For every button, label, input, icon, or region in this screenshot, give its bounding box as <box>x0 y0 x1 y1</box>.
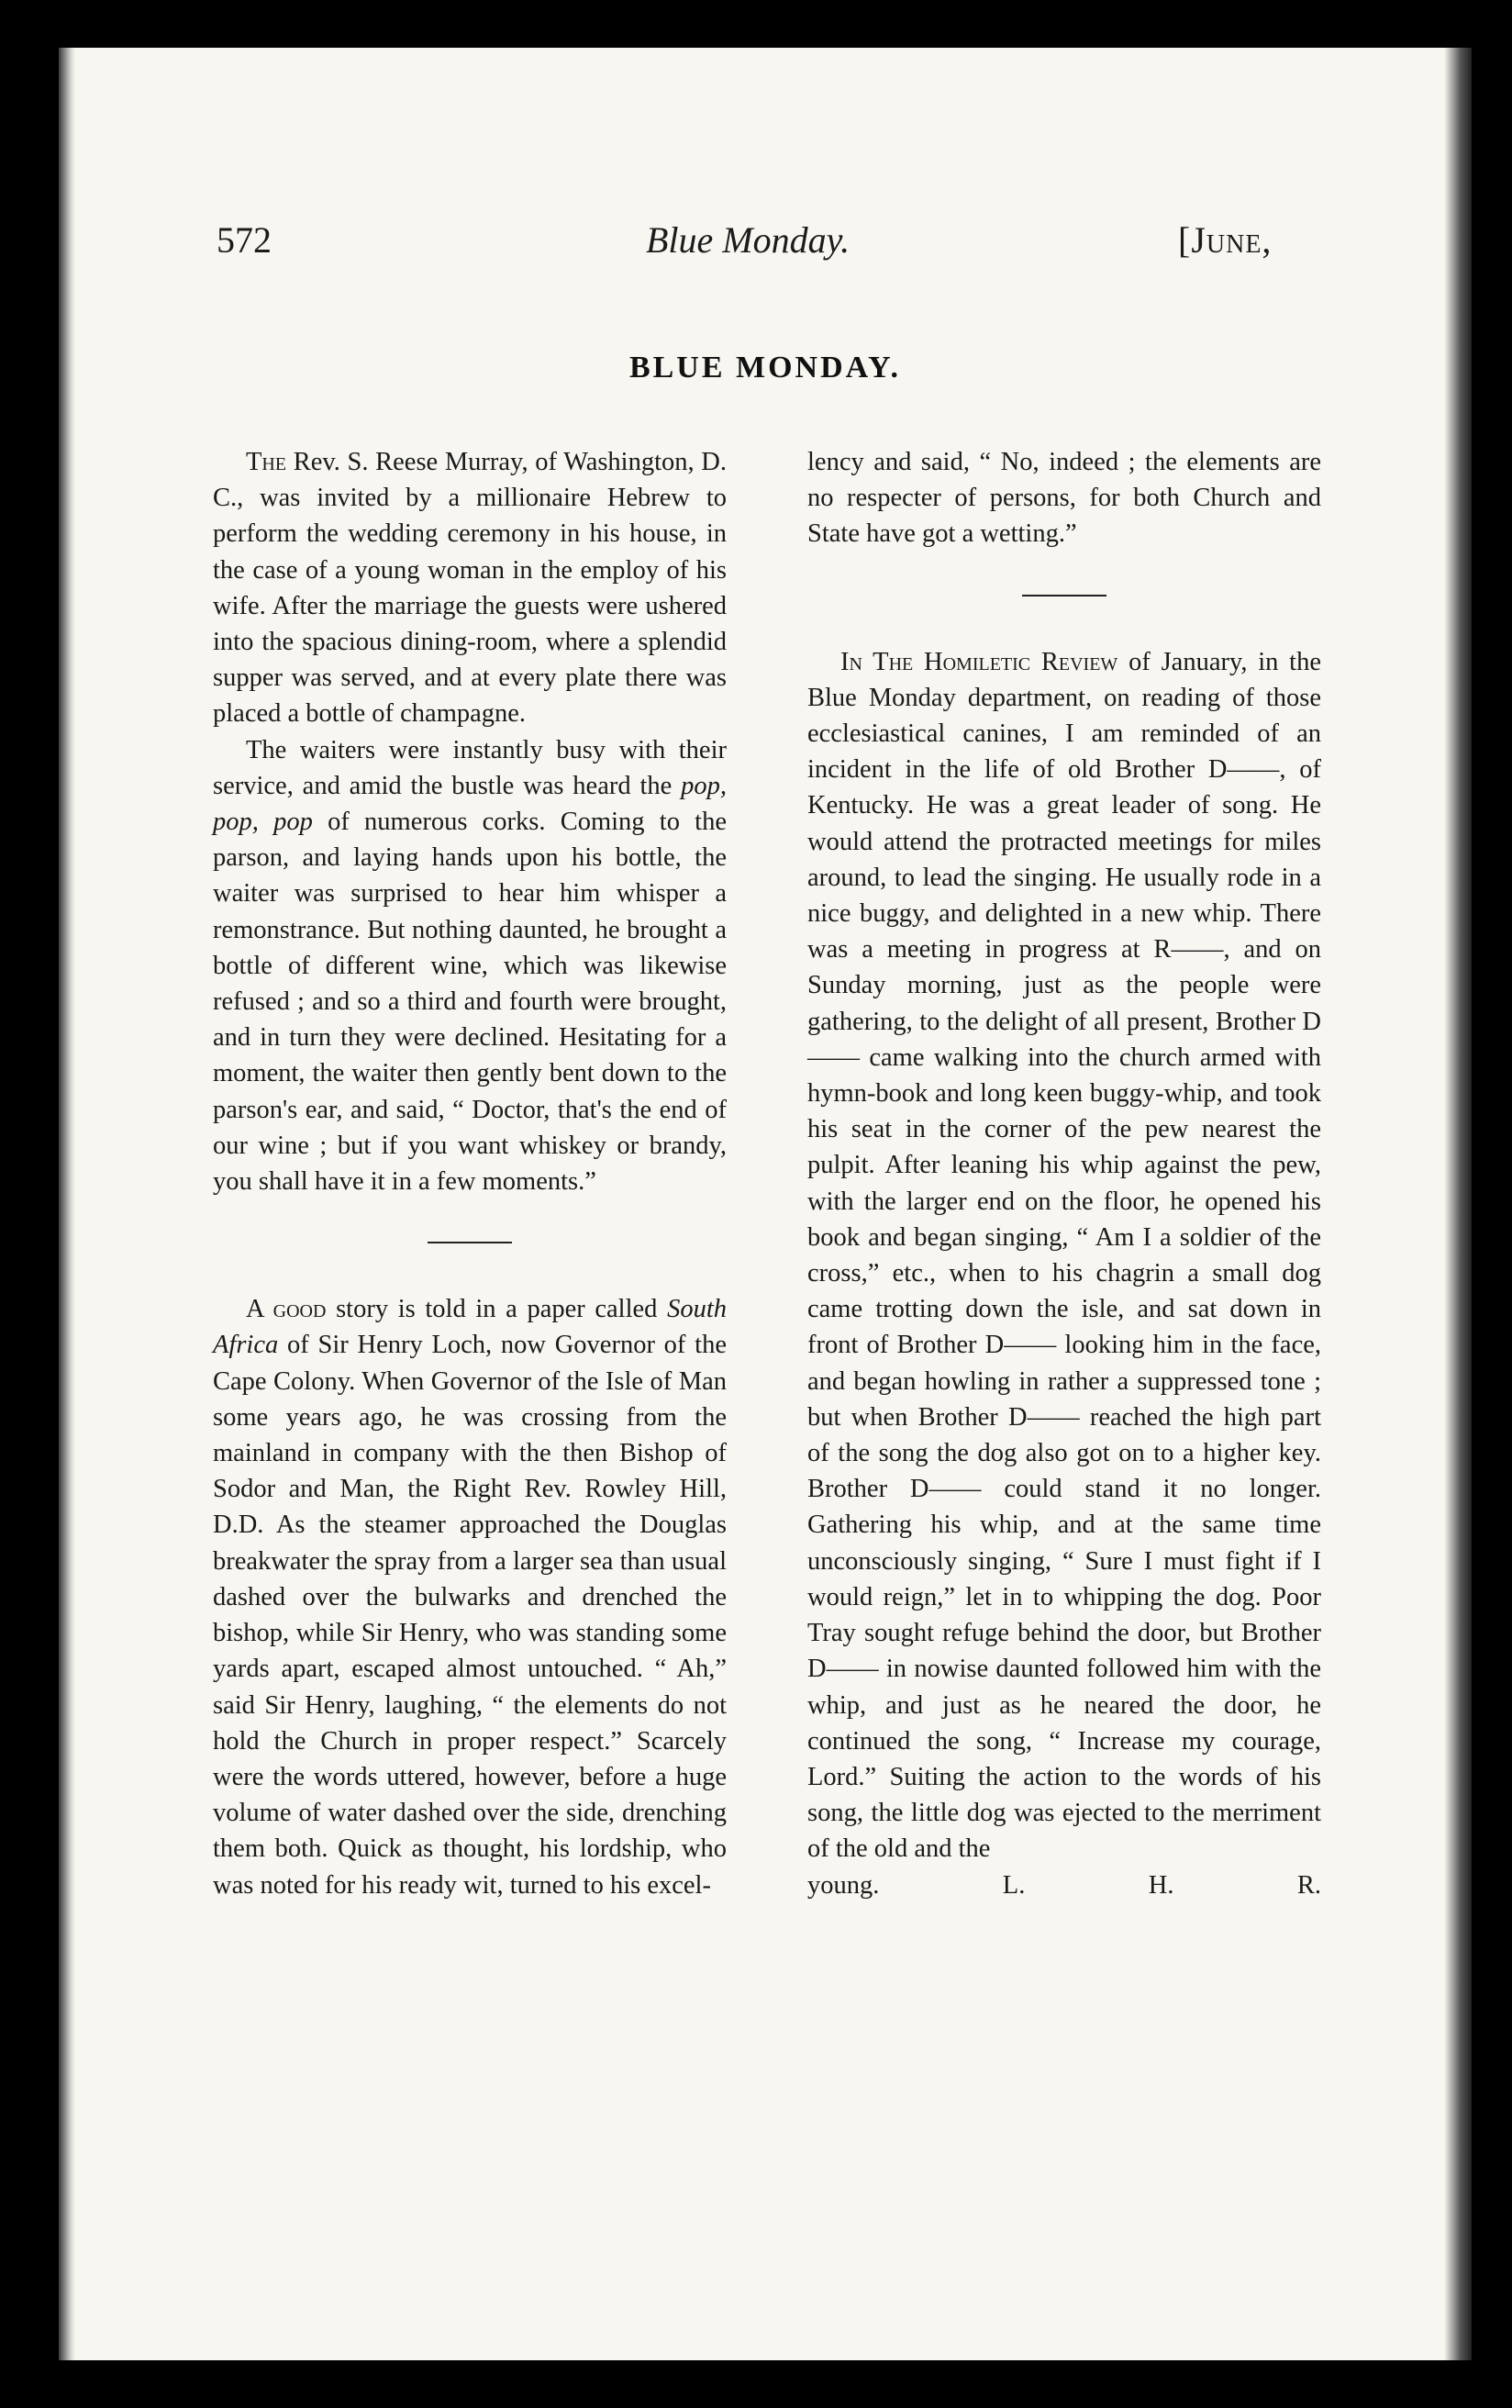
page-gutter-shadow <box>59 48 75 2360</box>
story3-signature: L. H. R. <box>1002 1870 1322 1900</box>
section-divider <box>1022 595 1106 596</box>
article-title: BLUE MONDAY. <box>628 351 902 385</box>
book-page <box>59 48 1472 2360</box>
story1-paragraph1 <box>213 444 727 732</box>
story1-paragraph2 <box>213 732 727 1200</box>
running-head <box>59 218 1472 273</box>
story3-text1: of January, in the Blue Monday department, on reading of those ecclesiastical canines, I am reminded of an incident in the life of old Brother D——, of Kentucky. He was a great leader of song. He would attend the protracted meetings for miles around, to lead the singing. He usually rode in a nice buggy, and delighted in a new whip. There was a meeting in progress at R——, and on Sunday morning, just as the people were gathering, to the delight of all present, Brother D—— came walking into the church armed with hymn-book and long keen buggy-whip, and took his seat in the corner of the pew nearest the pulpit. After leaning his whip against the pew, with the larger end on the floor, he opened his book and began singing, “ Am I a soldier of the cross,” etc., when to his chagrin a small dog came trotting down the isle, and sat down in front of Brother D—— looking him in the face, and began howling in rather a suppressed tone ; but when Brother D—— reached the high part of the song the dog also got on to a higher key. Brother D—— could stand it no longer. Gathering his whip, and at the same time unconsciously singing, “ Sure I must fight if I would reign,” let in to whipping the dog. Poor Tray sought refuge behind the door, but Brother D—— in nowise daunted followed him with the whip, and just as he neared the door, he continued the song, “ Increase my courage, Lord.” Suiting the action to the words of his song, the little dog was ejected to the merriment of the old and the <box>807 647 1322 1864</box>
page-edge-shadow <box>1444 48 1472 2360</box>
running-month: [June, <box>1178 219 1273 261</box>
story2-text1a: story is told in a paper called <box>326 1295 668 1324</box>
running-title: Blue Monday. <box>646 219 850 261</box>
story1-text2-italic: pop, pop, pop <box>213 771 727 837</box>
story2-continuation: lency and said, “ No, indeed ; the elements are no respecter of persons, for both Church and State have got a wetting.” <box>807 448 1321 549</box>
story2-paragraph1 <box>213 1291 727 1902</box>
left-column <box>213 444 727 1903</box>
section-divider <box>428 1242 512 1243</box>
story1-text2b: of numerous corks. Coming to the parson, and laying hands upon his bottle, the waiter was surprised to hear him whisper a remonstrance. But nothing daunted, he brought a bottle of different wine, which was likewise refused ; and so a third and fourth were brought, and in turn they were declined. Hesitating for a moment, the waiter then gently bent down to the parson's ear, and said, “ Doctor, that's the end of our wine ; but if you want whiskey or brandy, you shall have it in a few moments.” <box>213 808 727 1197</box>
story2-text1b: of Sir Henry Loch, now Governor of the Cape Colony. When Governor of the Isle of Man some years ago, he was crossing from the mainland in company with the then Bishop of Sodor and Man, the Right Rev. Rowley Hill, D.D. As the steamer approached the Douglas breakwater the spray from a larger sea than usual dashed over the bulwarks and drenched the bishop, while Sir Henry, who was standing some yards apart, escaped almost untouched. “ Ah,” said Sir Henry, laughing, “ the elements do not hold the Church in proper respect.” Scarcely were the words uttered, however, before a huge volume of water dashed over the side, drenching them both. Quick as thought, his lordship, who was noted for his ready wit, turned to his excel- <box>213 1331 727 1900</box>
story1-text1: Rev. S. Reese Murray, of Washington, D. C., was invited by a millionaire Hebrew to perform the wedding ceremony in his house, in the case of a young woman in the employ of his wife. After the marriage the guests were ushered into the spacious dining-room, where a splendid supper was served, and at every plate there was placed a bottle of champagne. <box>213 448 727 729</box>
story1-text2a: The waiters were instantly busy with their service, and amid the bustle was heard the <box>213 735 727 800</box>
story1-lead: The <box>246 448 287 476</box>
story2-lead: A good <box>246 1295 327 1324</box>
story3-last-word: young. <box>807 1870 880 1900</box>
story2-text1-italic: South Africa <box>213 1295 727 1360</box>
page-number: 572 <box>217 219 272 261</box>
story3-lead: In The Homiletic Review <box>840 647 1118 676</box>
story3-paragraph1 <box>807 644 1321 1867</box>
story3-closing-line <box>807 1867 1321 1903</box>
right-column <box>807 444 1321 1903</box>
